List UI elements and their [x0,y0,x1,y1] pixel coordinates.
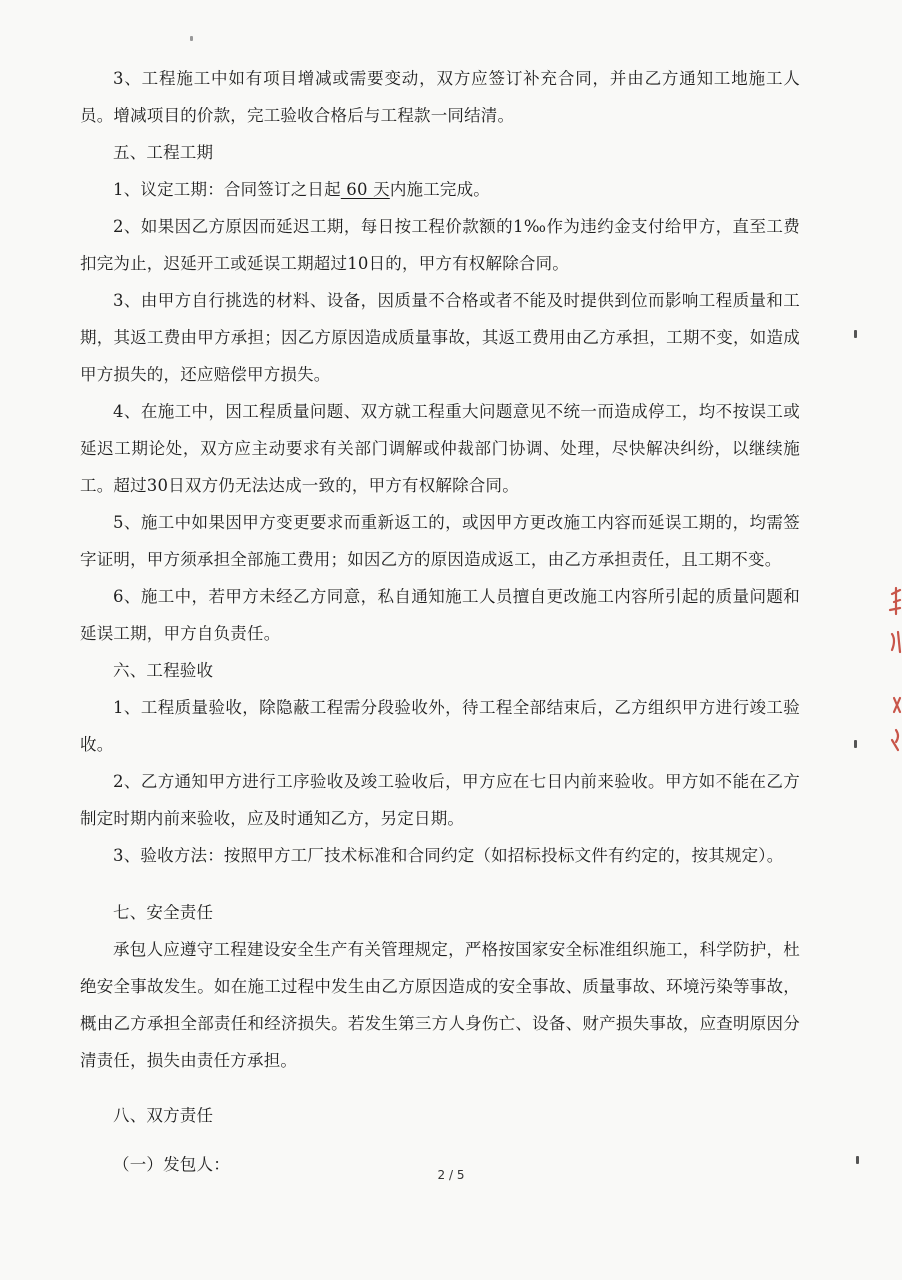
section-heading-5: 五、工程工期 [113,143,214,162]
document-body [80,60,800,1183]
red-seal-stamp [878,580,902,770]
section-heading-7: 七、安全责任 [113,903,214,922]
scan-mark [854,330,857,338]
page-number: 2 / 5 [437,1168,465,1182]
scan-mark [854,740,857,748]
clause-safety-paragraph: 承包人应遵守工程建设安全生产有关管理规定，严格按国家安全标准组织施工，科学防护，杜绝安全事故发生。如在施工过程中发生由乙方原因造成的安全事故、质量事故、环境污染等事故，概由乙方承担全部责任和经济损失。若发生第三方人身伤亡、设备、财产损失事故，应查明原因分清责任，损失由责任方承担。 [80,940,800,1070]
clause-acceptance-2-paragraph: 2、乙方通知甲方进行工序验收及竣工验收后，甲方应在七日内前来验收。甲方如不能在乙方制定时期内前来验收，应及时通知乙方，另定日期。 [80,772,800,828]
clause-work-period-paragraph [80,171,800,208]
clause-materials-paragraph: 3、由甲方自行挑选的材料、设备，因质量不合格或者不能及时提供到位而影响工程质量和工期，其返工费由甲方承担；因乙方原因造成质量事故，其返工费用由乙方承担，工期不变，如造成甲方损失的，还应赔偿甲方损失。 [80,291,800,384]
section-heading-8: 八、双方责任 [113,1106,214,1125]
work-period-text-end: 内施工完成。 [389,180,491,199]
clause-delay-penalty-paragraph: 2、如果因乙方原因而延迟工期，每日按工程价款额的1‰作为违约金支付给甲方，直至工费扣完为止，迟延开工或延误工期超过10日的，甲方有权解除合同。 [80,217,800,273]
work-period-days: 60 天 [340,180,390,199]
clause-unauthorized-change-paragraph: 6、施工中，若甲方未经乙方同意，私自通知施工人员擅自更改施工内容所引起的质量问题和延误工期，甲方自负责任。 [80,587,800,643]
scan-mark [190,36,193,41]
clause-rework-paragraph: 5、施工中如果因甲方变更要求而重新返工的，或因甲方更改施工内容而延误工期的，均需签字证明，甲方须承担全部施工费用；如因乙方的原因造成返工，由乙方承担责任，且工期不变。 [80,513,800,569]
scan-mark [856,1156,859,1164]
clause-acceptance-3-paragraph: 3、验收方法：按照甲方工厂技术标准和合同约定（如招标投标文件有约定的，按其规定）。 [113,846,784,865]
clause-stoppage-paragraph: 4、在施工中，因工程质量问题、双方就工程重大问题意见不统一而造成停工，均不按误工或延迟工期论处，双方应主动要求有关部门调解或仲裁部门协调、处理，尽快解决纠纷，以继续施工。超过30日双方仍无法达成一致的，甲方有权解除合同。 [80,402,800,495]
clause-acceptance-1-paragraph: 1、工程质量验收，除隐蔽工程需分段验收外，待工程全部结束后，乙方组织甲方进行竣工验收。 [80,698,800,754]
subsection-heading-employer: （一）发包人： [113,1155,230,1174]
clause-5-3-paragraph: 3、工程施工中如有项目增减或需要变动，双方应签订补充合同，并由乙方通知工地施工人员。增减项目的价款，完工验收合格后与工程款一同结清。 [80,69,800,125]
work-period-text-start: 1、议定工期：合同签订之日起 [113,180,341,199]
section-heading-6: 六、工程验收 [113,661,214,680]
